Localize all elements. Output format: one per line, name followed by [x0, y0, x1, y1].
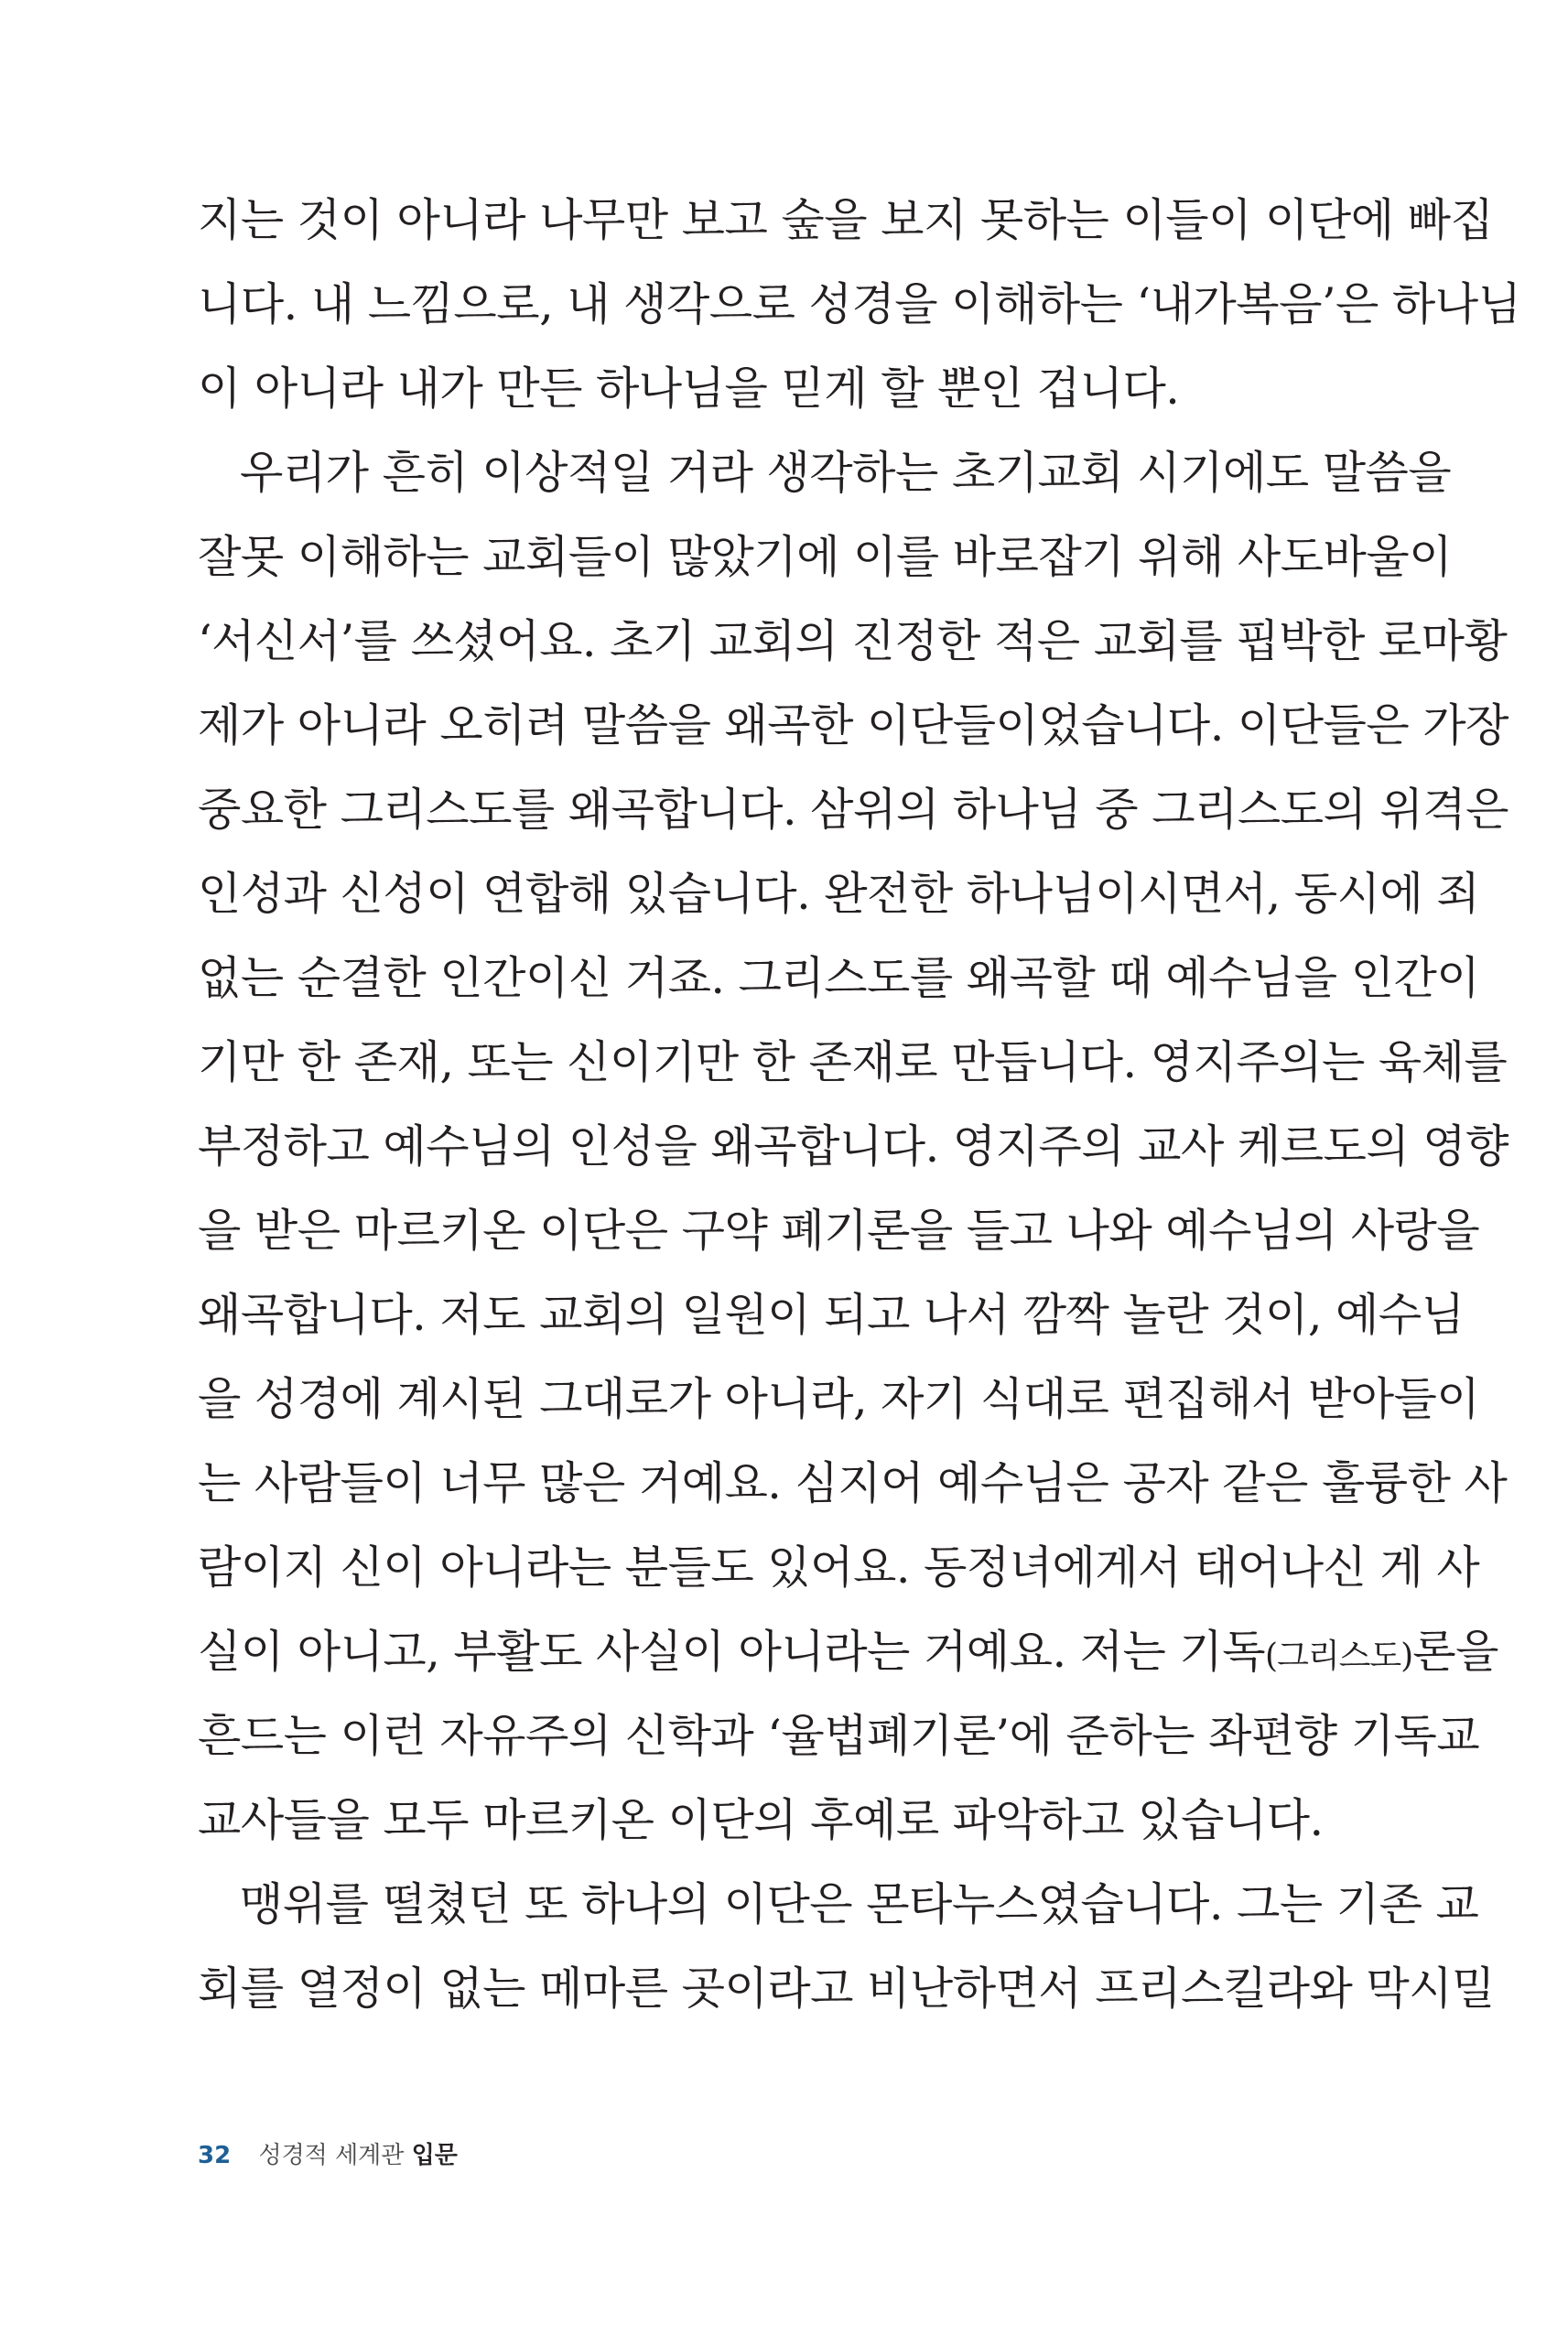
- text-line-12: 부정하고 예수님의 인성을 왜곡합니다. 영지주의 교사 케르도의 영향: [198, 1120, 1509, 1173]
- text-line-4: 우리가 흔히 이상적일 거라 생각하는 초기교회 시기에도 말씀을: [240, 447, 1452, 499]
- text-line-18-after: 론을: [1412, 1626, 1498, 1678]
- text-line-7: 제가 아니라 오히려 말씀을 왜곡한 이단들이었습니다. 이단들은 가장: [198, 699, 1509, 751]
- text-line-19: 흔드는 이런 자유주의 신학과 ‘율법폐기론’에 준하는 좌편향 기독교: [198, 1710, 1480, 1762]
- text-line-18-main: 실이 아니고, 부활도 사실이 아니라는 거예요. 저는 기독: [198, 1626, 1266, 1678]
- text-line-22: 회를 열정이 없는 메마른 곳이라고 비난하면서 프리스킬라와 막시밀: [198, 1962, 1495, 2015]
- body-text: [198, 178, 1521, 2031]
- text-line-9: 인성과 신성이 연합해 있습니다. 완전한 하나님이시면서, 동시에 죄: [198, 868, 1480, 920]
- text-line-16: 는 사람들이 너무 많은 거예요. 심지어 예수님은 공자 같은 훌륭한 사: [198, 1457, 1508, 1509]
- book-title-bold: 입문: [411, 2142, 458, 2169]
- text-line-20: 교사들을 모두 마르키온 이단의 후예로 파악하고 있습니다.: [198, 1794, 1324, 1846]
- page-footer: [198, 2137, 458, 2174]
- text-line-21: 맹위를 떨쳤던 또 하나의 이단은 몬타누스였습니다. 그는 기존 교: [240, 1878, 1479, 1930]
- text-line-18-small: (그리스도): [1265, 1638, 1413, 1675]
- text-line-11: 기만 한 존재, 또는 신이기만 한 존재로 만듭니다. 영지주의는 육체를: [198, 1036, 1508, 1088]
- text-line-18: [198, 1610, 1498, 1694]
- text-line-8: 중요한 그리스도를 왜곡합니다. 삼위의 하나님 중 그리스도의 위격은: [198, 784, 1509, 836]
- text-line-1: 지는 것이 아니라 나무만 보고 숲을 보지 못하는 이들이 이단에 빠집: [198, 194, 1494, 246]
- text-line-13: 을 받은 마르키온 이단은 구약 폐기론을 들고 나와 예수님의 사랑을: [198, 1205, 1480, 1257]
- text-line-2: 니다. 내 느낌으로, 내 생각으로 성경을 이해하는 ‘내가복음’은 하나님: [198, 278, 1521, 330]
- text-line-5: 잘못 이해하는 교회들이 많았기에 이를 바로잡기 위해 사도바울이: [198, 531, 1453, 583]
- text-line-10: 없는 순결한 인간이신 거죠. 그리스도를 왜곡할 때 예수님을 인간이: [198, 952, 1480, 1004]
- text-line-3: 이 아니라 내가 만든 하나님을 믿게 할 뿐인 겁니다.: [198, 362, 1180, 415]
- page-number: 32: [198, 2142, 232, 2169]
- book-title: 성경적 세계관: [258, 2142, 405, 2169]
- text-line-17: 람이지 신이 아니라는 분들도 있어요. 동정녀에게서 태어나신 게 사: [198, 1541, 1480, 1594]
- text-line-14: 왜곡합니다. 저도 교회의 일원이 되고 나서 깜짝 놀란 것이, 예수님: [198, 1289, 1465, 1341]
- text-line-15: 을 성경에 계시된 그대로가 아니라, 자기 식대로 편집해서 받아들이: [198, 1373, 1480, 1425]
- text-line-6: ‘서신서’를 쓰셨어요. 초기 교회의 진정한 적은 교회를 핍박한 로마황: [198, 615, 1508, 667]
